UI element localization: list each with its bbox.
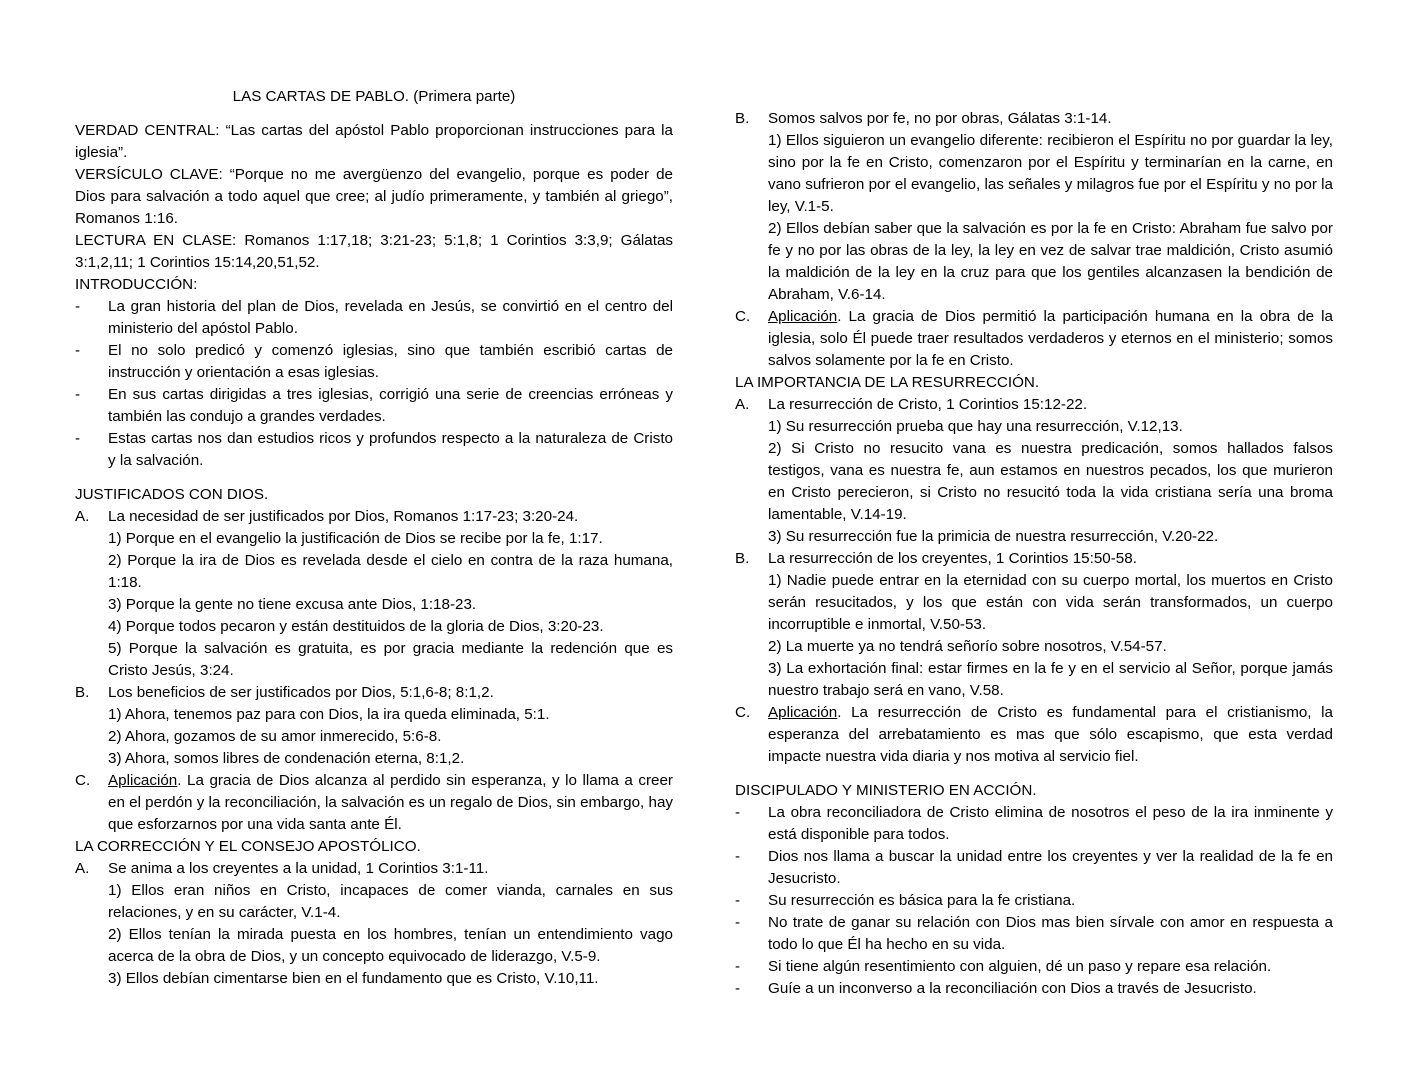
- justificados-heading: JUSTIFICADOS CON DIOS.: [75, 486, 269, 503]
- aplicacion-text: . La gracia de Dios alcanza al perdido sin esperanza, y lo llama a creer en el perdón y la reconciliación, la salvación es un regalo de Dios, sin embargo, hay que esforzarnos por una vida santa ante Él.: [108, 772, 673, 833]
- aplicacion-text: . La gracia de Dios permitió la participación humana en la obra de la iglesia, solo Él puede traer resultados verdaderos y eternos en el ministerio; somos salvos solamente por la fe en Cristo.: [768, 308, 1333, 369]
- aplicacion-label: Aplicación: [768, 308, 838, 325]
- sub-item: 1) Ellos eran niños en Cristo, incapaces de comer vianda, carnales en sus relaciones, y en su carácter, V.1-4.: [108, 882, 673, 921]
- intro-bullet-2: El no solo predicó y comenzó iglesias, sino que también escribió cartas de instrucción y orientación a esas iglesias.: [108, 342, 673, 381]
- sub-item: 4) Porque todos pecaron y están destituidos de la gloria de Dios, 3:20-23.: [108, 618, 604, 635]
- list-item: [735, 890, 1333, 912]
- justificados-c: [108, 770, 673, 836]
- justificados-b: Los beneficios de ser justificados por Dios, 5:1,6-8; 8:1,2.: [108, 684, 494, 701]
- list-item: [735, 394, 1333, 416]
- sub-item: 5) Porque la salvación es gratuita, es por gracia mediante la redención que es Cristo Jesús, 3:24.: [108, 640, 673, 679]
- discipulado-bullet-1: La obra reconciliadora de Cristo elimina de nosotros el peso de la ira inminente y está disponible para todos.: [768, 804, 1333, 843]
- intro-heading: INTRODUCCIÓN:: [75, 276, 198, 293]
- item-marker: C.: [735, 308, 751, 325]
- resurreccion-heading: LA IMPORTANCIA DE LA RESURRECCIÓN.: [735, 374, 1040, 391]
- discipulado-heading: DISCIPULADO Y MINISTERIO EN ACCIÓN.: [735, 782, 1037, 799]
- sub-item: 1) Ellos siguieron un evangelio diferente: recibieron el Espíritu no por guardar la ley, sino por la fe en Cristo, comenzaron por el Espíritu y terminarían en la carne, en vano sufrieron por el evangelio, las señales y milagros fue por el Espíritu y no por la ley, V.1-5.: [768, 132, 1333, 215]
- aplicacion-label: Aplicación: [768, 704, 838, 721]
- correccion-b: Somos salvos por fe, no por obras, Gálatas 3:1-14.: [768, 110, 1112, 127]
- list-item: [735, 978, 1333, 1000]
- item-marker: A.: [75, 508, 90, 525]
- correccion-c: [768, 306, 1333, 372]
- intro-bullet-3: En sus cartas dirigidas a tres iglesias, corrigió una serie de creencias erróneas y también las condujo a grandes verdades.: [108, 386, 673, 425]
- sub-item: 2) Ellos debían saber que la salvación es por la fe en Cristo: Abraham fue salvo por fe y no por las obras de la ley, la ley en vez de salvar trae maldición, Cristo asumió la maldición de la ley en la cruz para que los gentiles alcanzasen la bendición de Abraham, V.6-14.: [768, 220, 1333, 303]
- sub-item: 3) Su resurrección fue la primicia de nuestra resurrección, V.20-22.: [768, 528, 1219, 545]
- sub-item: 1) Su resurrección prueba que hay una resurrección, V.12,13.: [768, 418, 1183, 435]
- sub-item: 1) Porque en el evangelio la justificación de Dios se recibe por la fe, 1:17.: [108, 530, 603, 547]
- bullet-marker: -: [735, 914, 741, 931]
- sub-item: 2) Porque la ira de Dios es revelada desde el cielo en contra de la raza humana, 1:18.: [108, 552, 673, 591]
- bullet-marker: -: [735, 892, 741, 909]
- discipulado-bullet-4: No trate de ganar su relación con Dios mas bien sírvale con amor en respuesta a todo lo que Él ha hecho en su vida.: [768, 914, 1333, 953]
- bullet-marker: -: [75, 386, 81, 403]
- section-gap: [75, 472, 673, 484]
- resurreccion-a: La resurrección de Cristo, 1 Corintios 15:12-22.: [768, 396, 1088, 413]
- list-item: [75, 384, 673, 428]
- correccion-a: Se anima a los creyentes a la unidad, 1 Corintios 3:1-11.: [108, 860, 489, 877]
- sub-item: 2) Ahora, gozamos de su amor inmerecido, 5:6-8.: [108, 728, 442, 745]
- bullet-marker: -: [735, 958, 741, 975]
- bullet-marker: -: [735, 980, 741, 997]
- discipulado-bullet-6: Guíe a un inconverso a la reconciliación con Dios a través de Jesucristo.: [768, 980, 1257, 997]
- left-column: [75, 86, 673, 990]
- list-item: [735, 956, 1333, 978]
- justificados-a: La necesidad de ser justificados por Dios, Romanos 1:17-23; 3:20-24.: [108, 508, 579, 525]
- list-item: [75, 296, 673, 340]
- list-item: [75, 682, 673, 704]
- bullet-marker: -: [75, 430, 81, 447]
- intro-bullet-1: La gran historia del plan de Dios, revelada en Jesús, se convirtió en el centro del ministerio del apóstol Pablo.: [108, 298, 673, 337]
- discipulado-bullet-3: Su resurrección es básica para la fe cristiana.: [768, 892, 1076, 909]
- bullet-marker: -: [75, 342, 81, 359]
- list-item: [735, 702, 1333, 768]
- resurreccion-b: La resurrección de los creyentes, 1 Corintios 15:50-58.: [768, 550, 1137, 567]
- item-marker: C.: [735, 704, 751, 721]
- aplicacion-text: . La resurrección de Cristo es fundamental para el cristianismo, la esperanza del arrebatamiento es mas que sólo escapismo, que esta verdad impacte nuestra vida diaria y nos motiva al servicio fiel.: [768, 704, 1333, 765]
- intro-bullet-4: Estas cartas nos dan estudios ricos y profundos respecto a la naturaleza de Cristo y la salvación.: [108, 430, 673, 469]
- item-marker: B.: [735, 550, 750, 567]
- list-item: [735, 306, 1333, 372]
- list-item: [735, 108, 1333, 130]
- list-item: [735, 846, 1333, 890]
- resurreccion-c: [768, 702, 1333, 768]
- bullet-marker: -: [735, 848, 741, 865]
- sub-item: 3) Ahora, somos libres de condenación eterna, 8:1,2.: [108, 750, 465, 767]
- list-item: [75, 770, 673, 836]
- list-item: [75, 340, 673, 384]
- bullet-marker: -: [735, 804, 741, 821]
- sub-item: 1) Ahora, tenemos paz para con Dios, la ira queda eliminada, 5:1.: [108, 706, 550, 723]
- list-item: [735, 912, 1333, 956]
- verdad-central: VERDAD CENTRAL: “Las cartas del apóstol Pablo proporcionan instrucciones para la iglesia”.: [75, 122, 673, 161]
- sub-item: 2) La muerte ya no tendrá señorío sobre nosotros, V.54-57.: [768, 638, 1167, 655]
- item-marker: B.: [735, 110, 750, 127]
- discipulado-bullet-5: Si tiene algún resentimiento con alguien, dé un paso y repare esa relación.: [768, 958, 1272, 975]
- discipulado-bullet-2: Dios nos llama a buscar la unidad entre los creyentes y ver la realidad de la fe en Jesucristo.: [768, 848, 1333, 887]
- list-item: [735, 548, 1333, 570]
- sub-item: 3) La exhortación final: estar firmes en la fe y en el servicio al Señor, porque jamás nuestro trabajo será en vano, V.58.: [768, 660, 1333, 699]
- versiculo-clave: VERSÍCULO CLAVE: “Porque no me avergüenzo del evangelio, porque es poder de Dios para salvación a todo aquel que cree; al judío primeramente, y también al griego”, Romanos 1:16.: [75, 166, 673, 227]
- list-item: [75, 858, 673, 880]
- right-column: [735, 108, 1333, 1000]
- sub-item: 2) Si Cristo no resucito vana es nuestra predicación, somos hallados falsos testigos, vana es nuestra fe, aun estamos en nuestros pecados, los que murieron en Cristo perecieron, si Cristo no resucitó toda la vida cristiana sería una broma lamentable, V.14-19.: [768, 440, 1333, 523]
- item-marker: A.: [75, 860, 90, 877]
- sub-item: 2) Ellos tenían la mirada puesta en los hombres, tenían un entendimiento vago acerca de la obra de Dios, y un concepto equivocado de liderazgo, V.5-9.: [108, 926, 673, 965]
- lectura-en-clase: LECTURA EN CLASE: Romanos 1:17,18; 3:21-23; 5:1,8; 1 Corintios 3:3,9; Gálatas 3:1,2,11; 1 Corintios 15:14,20,51,52.: [75, 232, 673, 271]
- item-marker: A.: [735, 396, 750, 413]
- sub-item: 3) Porque la gente no tiene excusa ante Dios, 1:18-23.: [108, 596, 477, 613]
- list-item: [735, 802, 1333, 846]
- section-gap: [735, 768, 1333, 780]
- document-title: LAS CARTAS DE PABLO. (Primera parte): [232, 88, 516, 105]
- list-item: [75, 428, 673, 472]
- bullet-marker: -: [75, 298, 81, 315]
- aplicacion-label: Aplicación: [108, 772, 178, 789]
- correccion-heading: LA CORRECCIÓN Y EL CONSEJO APOSTÓLICO.: [75, 838, 421, 855]
- item-marker: C.: [75, 772, 91, 789]
- list-item: [75, 506, 673, 528]
- item-marker: B.: [75, 684, 90, 701]
- sub-item: 1) Nadie puede entrar en la eternidad con su cuerpo mortal, los muertos en Cristo serán resucitados, y los que están con vida serán transformados, un cuerpo incorruptible e inmortal, V.50-53.: [768, 572, 1333, 633]
- sub-item: 3) Ellos debían cimentarse bien en el fundamento que es Cristo, V.10,11.: [108, 970, 599, 987]
